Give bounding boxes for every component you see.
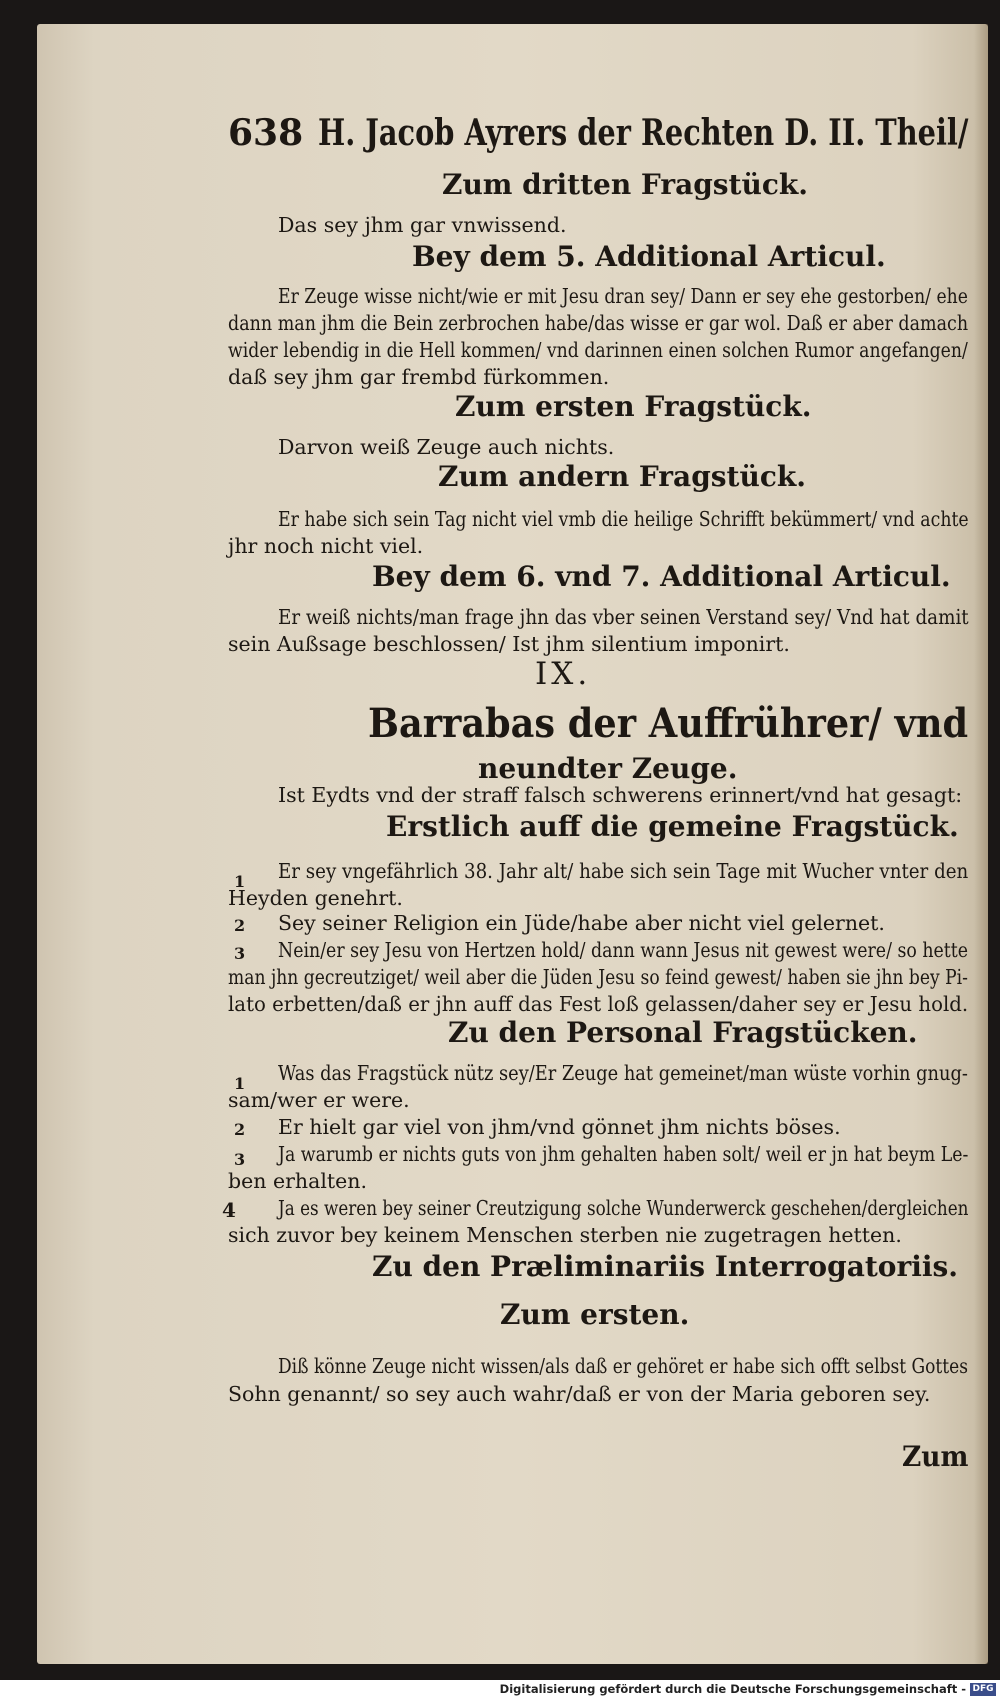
margin-number: 3 <box>234 1150 246 1169</box>
margin-number: 2 <box>234 916 246 935</box>
text-line: Sey seiner Religion ein Jüde/habe aber nicht viel gelernet. <box>278 911 885 935</box>
section-heading: Zum dritten Fragstück. <box>442 168 809 201</box>
text-line: sam/wer er were. <box>228 1088 410 1112</box>
text-line: man jhn gecreutziget/ weil aber die Jüden Jesu so feind gewest/ haben sie jhn bey Pi- <box>228 965 968 989</box>
margin-number: 1 <box>234 1074 246 1093</box>
chapter-title: Barrabas der Auffrührer/ vnd <box>368 700 969 747</box>
margin-number: 1 <box>234 872 246 891</box>
section-heading: Bey dem 5. Additional Articul. <box>412 240 886 273</box>
margin-number: 3 <box>234 944 246 963</box>
chapter-number: IX. <box>535 656 592 692</box>
section-heading: Zum ersten Fragstück. <box>455 390 812 423</box>
running-title: H. Jacob Ayrers der Rechten D. II. Theil/ <box>318 112 969 154</box>
credit-text: Digitalisierung gefördert durch die Deutsche Forschungsgemeinschaft - <box>499 1682 966 1696</box>
text-line: Ja es weren bey seiner Creutzigung solche Wunderwerck geschehen/dergleichen <box>278 1196 969 1220</box>
text-line: dann man jhm die Bein zerbrochen habe/das wisse er gar wol. Daß er aber damach <box>228 311 969 335</box>
catchword: Zum <box>902 1440 969 1473</box>
margin-number: 4 <box>222 1198 236 1222</box>
text-line: Nein/er sey Jesu von Hertzen hold/ dann wann Jesus nit gewest were/ so hette <box>278 938 969 962</box>
text-line: sein Außsage beschlossen/ Ist jhm silentium imponirt. <box>228 632 790 656</box>
section-heading: Zu den Personal Fragstücken. <box>448 1016 918 1049</box>
text-line: Darvon weiß Zeuge auch nichts. <box>278 435 615 459</box>
page-edge-shadow <box>974 24 988 1664</box>
digitization-credit <box>0 1680 1000 1699</box>
text-line: ben erhalten. <box>228 1169 367 1193</box>
section-heading: Erstlich auff die gemeine Fragstück. <box>386 810 959 843</box>
text-line: Heyden genehrt. <box>228 886 403 910</box>
text-line: lato erbetten/daß er jhn auff das Fest loß gelassen/daher sey er Jesu hold. <box>228 992 969 1016</box>
text-line: Diß könne Zeuge nicht wissen/als daß er gehöret er habe sich offt selbst Gottes <box>278 1354 968 1378</box>
text-line: Sohn genannt/ so sey auch wahr/daß er von der Maria geboren sey. <box>228 1382 931 1406</box>
margin-number: 2 <box>234 1120 246 1139</box>
text-line: Er sey vngefährlich 38. Jahr alt/ habe sich sein Tage mit Wucher vnter den <box>278 859 969 883</box>
section-heading: Zu den Præliminariis Interrogatoriis. <box>372 1250 958 1283</box>
page-number: 638 <box>228 112 304 154</box>
text-line: daß sey jhm gar frembd fürkommen. <box>228 365 610 389</box>
text-line: Ist Eydts vnd der straff falsch schwerens erinnert/vnd hat gesagt: <box>278 783 963 807</box>
text-line: Was das Fragstück nütz sey/Er Zeuge hat gemeinet/man wüste vorhin gnug- <box>278 1061 968 1085</box>
chapter-subtitle: neundter Zeuge. <box>478 752 738 785</box>
text-line: Ja warumb er nichts guts von jhm gehalten haben solt/ weil er jn hat beym Le- <box>278 1142 969 1166</box>
text-line: Das sey jhm gar vnwissend. <box>278 213 567 237</box>
section-heading: Bey dem 6. vnd 7. Additional Articul. <box>372 560 951 593</box>
text-line: Er hielt gar viel von jhm/vnd gönnet jhm nichts böses. <box>278 1115 841 1139</box>
text-line: jhr noch nicht viel. <box>228 534 424 558</box>
text-line: Er habe sich sein Tag nicht viel vmb die heilige Schrifft bekümmert/ vnd achte <box>278 507 969 531</box>
section-heading: Zum andern Fragstück. <box>438 460 807 493</box>
text-line: Er Zeuge wisse nicht/wie er mit Jesu dran sey/ Dann er sey ehe gestorben/ ehe <box>278 284 968 308</box>
dfg-logo: DFG <box>970 1683 996 1696</box>
text-line: wider lebendig in die Hell kommen/ vnd darinnen einen solchen Rumor angefangen/ <box>228 338 968 362</box>
section-heading: Zum ersten. <box>500 1298 690 1331</box>
text-line: Er weiß nichts/man frage jhn das vber seinen Verstand sey/ Vnd hat damit <box>278 605 969 629</box>
text-line: sich zuvor bey keinem Menschen sterben nie zugetragen hetten. <box>228 1223 902 1247</box>
